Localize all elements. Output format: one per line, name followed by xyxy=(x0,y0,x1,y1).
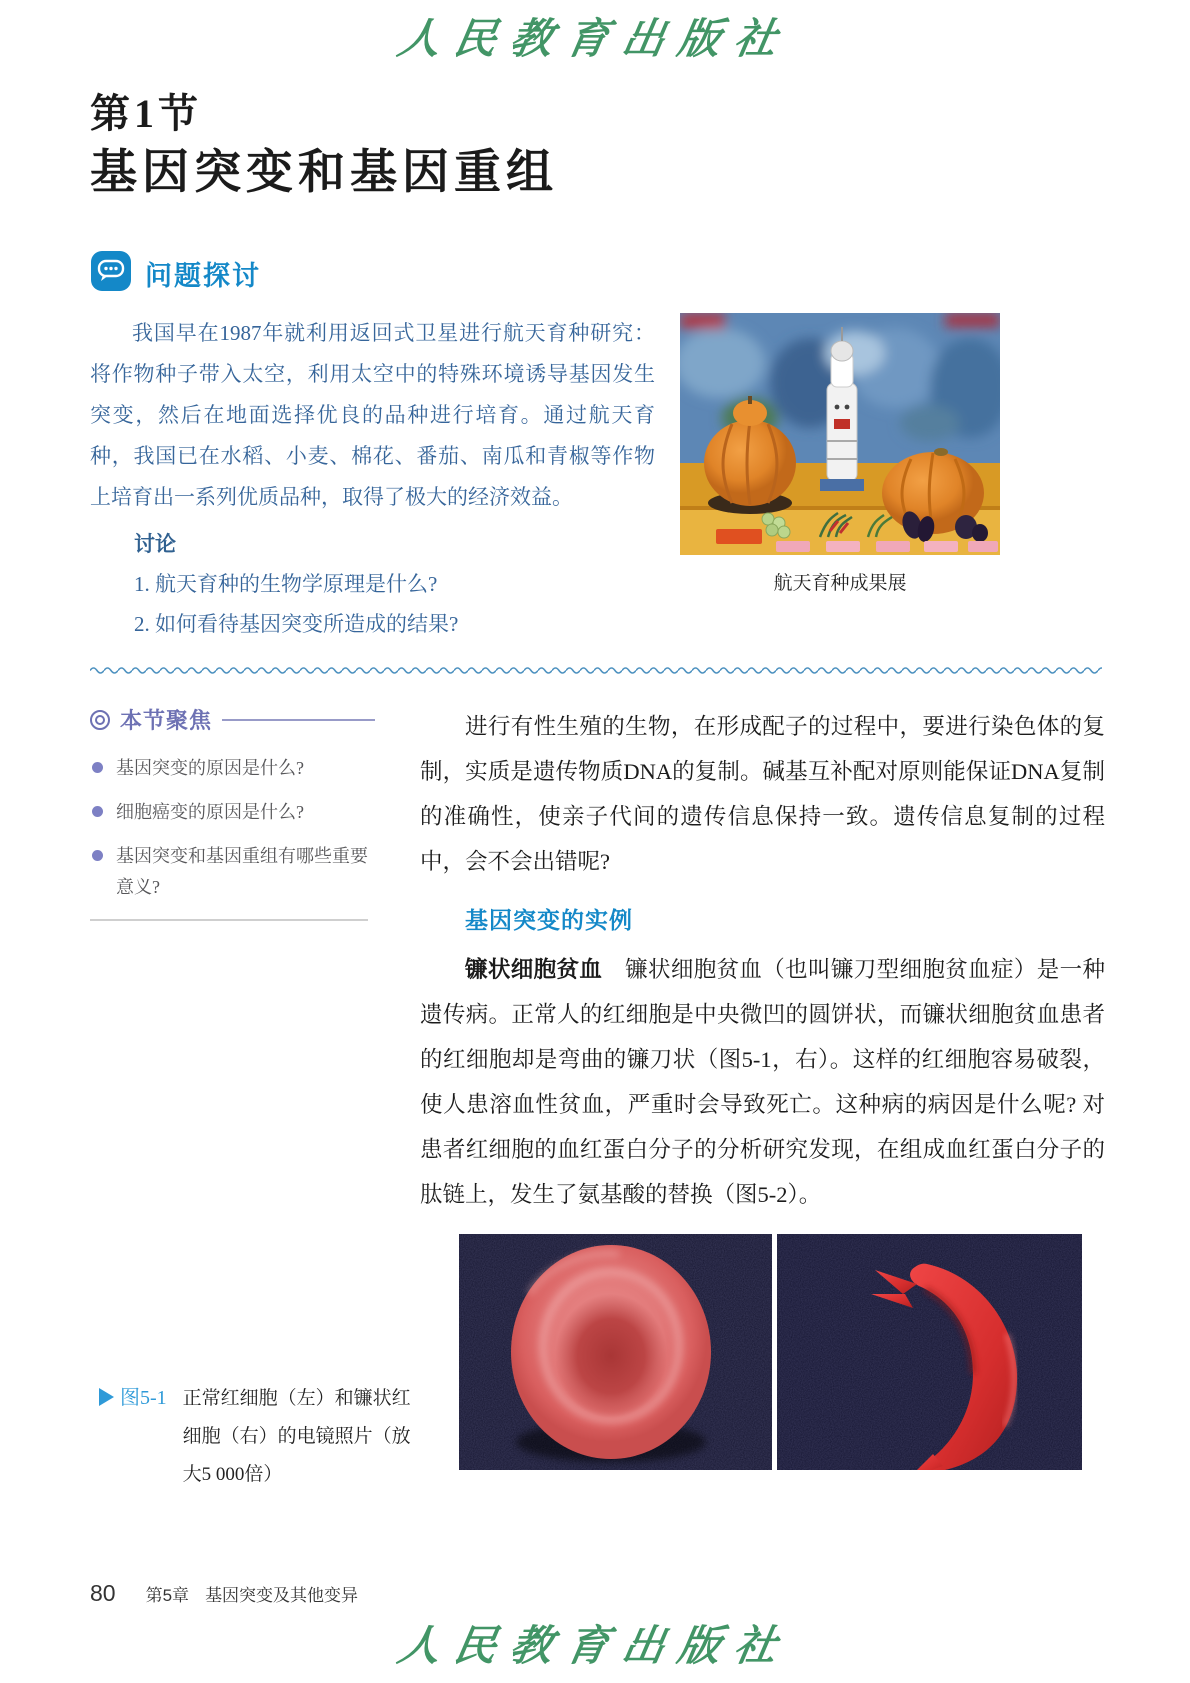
section-focus-box xyxy=(90,704,375,921)
photo-column xyxy=(680,313,1000,638)
two-column-area xyxy=(90,704,1105,1217)
micrograph-panels xyxy=(459,1234,1082,1470)
focus-item: 基因突变和基因重组有哪些重要意义? xyxy=(90,841,375,903)
publisher-watermark-bottom: 人民教育出版社 xyxy=(394,1624,795,1670)
bullet-icon xyxy=(92,762,103,773)
sickle-red-blood-cell-micrograph xyxy=(777,1234,1082,1470)
section-focus-header xyxy=(90,704,375,735)
chapter-label: 第5章 xyxy=(145,1586,190,1605)
problem-discussion-header xyxy=(90,250,1000,297)
main-text-column xyxy=(420,704,1105,1217)
figure-label: 图5-1 xyxy=(120,1387,167,1410)
space-breeding-exhibition-photo xyxy=(680,313,1000,555)
subsection-heading: 基因突变的实例 xyxy=(465,907,633,934)
bullet-icon xyxy=(92,806,103,817)
problem-discussion-paragraph: 我国早在1987年就利用返回式卫星进行航天育种研究：将作物种子带入太空，利用太空中的特殊环境诱导基因发生突变，然后在地面选择优良的品种进行培育。通过航天育种，我国已在水稻、小麦、棉花、番茄、南瓜和青椒等作物上培育出一系列优质品种，取得了极大的经济效益。 xyxy=(90,321,655,510)
publisher-watermark-top: 人民教育出版社 xyxy=(394,17,795,63)
wavy-divider xyxy=(90,664,1102,674)
discussion-label: 讨论 xyxy=(134,533,176,557)
problem-discussion-body xyxy=(90,313,1000,638)
figure-arrow-icon xyxy=(99,1388,114,1406)
focus-item: 基因突变的原因是什么? xyxy=(90,753,375,784)
discussion-question-2: 2. 如何看待基因突变所造成的结果? xyxy=(134,612,459,637)
focus-item: 细胞癌变的原因是什么? xyxy=(90,797,375,828)
chapter-title: 基因突变及其他变异 xyxy=(205,1586,359,1605)
photo-caption: 航天育种成果展 xyxy=(773,573,907,595)
page-number: 80 xyxy=(90,1580,116,1606)
problem-discussion-title: 问题探讨 xyxy=(145,261,261,292)
term-sickle-cell-anemia: 镰状细胞贫血 xyxy=(465,957,603,983)
problem-discussion-text-column xyxy=(90,313,655,638)
speech-bubble-icon xyxy=(90,250,132,297)
figure-caption-text: 正常红细胞（左）和镰状红细胞（右）的电镜照片（放大5 000倍） xyxy=(182,1388,411,1486)
section-focus-title: 本节聚焦 xyxy=(120,708,213,734)
figure-5-1 xyxy=(85,1234,1190,1494)
target-icon xyxy=(90,710,110,730)
section-label: 第1节 xyxy=(90,91,202,136)
focus-header-rule xyxy=(222,719,375,721)
intro-paragraph: 进行有性生殖的生物，在形成配子的过程中，要进行染色体的复制，实质是遗传物质DNA的复制。碱基互补配对原则能保证DNA复制的准确性，使亲子代间的遗传信息保持一致。遗传信息复制的过程中，会不会出错呢? xyxy=(420,714,1105,875)
discussion-question-1: 1. 航天育种的生物学原理是什么? xyxy=(134,572,438,597)
focus-question-list xyxy=(90,753,375,903)
normal-red-blood-cell-micrograph xyxy=(459,1234,772,1470)
sickle-cell-paragraph xyxy=(420,947,1105,1217)
page-title: 基因突变和基因重组 xyxy=(90,147,558,199)
figure-caption xyxy=(85,1234,459,1494)
focus-bottom-rule xyxy=(90,919,368,921)
problem-discussion-section xyxy=(90,250,1000,638)
sickle-cell-body-text: 镰状细胞贫血（也叫镰刀型细胞贫血症）是一种遗传病。正常人的红细胞是中央微凹的圆饼状，而镰状细胞贫血患者的红细胞却是弯曲的镰刀状（图5-1，右）。这样的红细胞容易破裂，使人患溶血性贫血，严重时会导致死亡。这种病的病因是什么呢? 对患者红细胞的血红蛋白分子的分析研究发现，在组成血红蛋白分子的肽链上，发生了氨基酸的替换（图5-2）。 xyxy=(420,957,1105,1208)
page-footer xyxy=(90,1580,358,1607)
bullet-icon xyxy=(92,850,103,861)
